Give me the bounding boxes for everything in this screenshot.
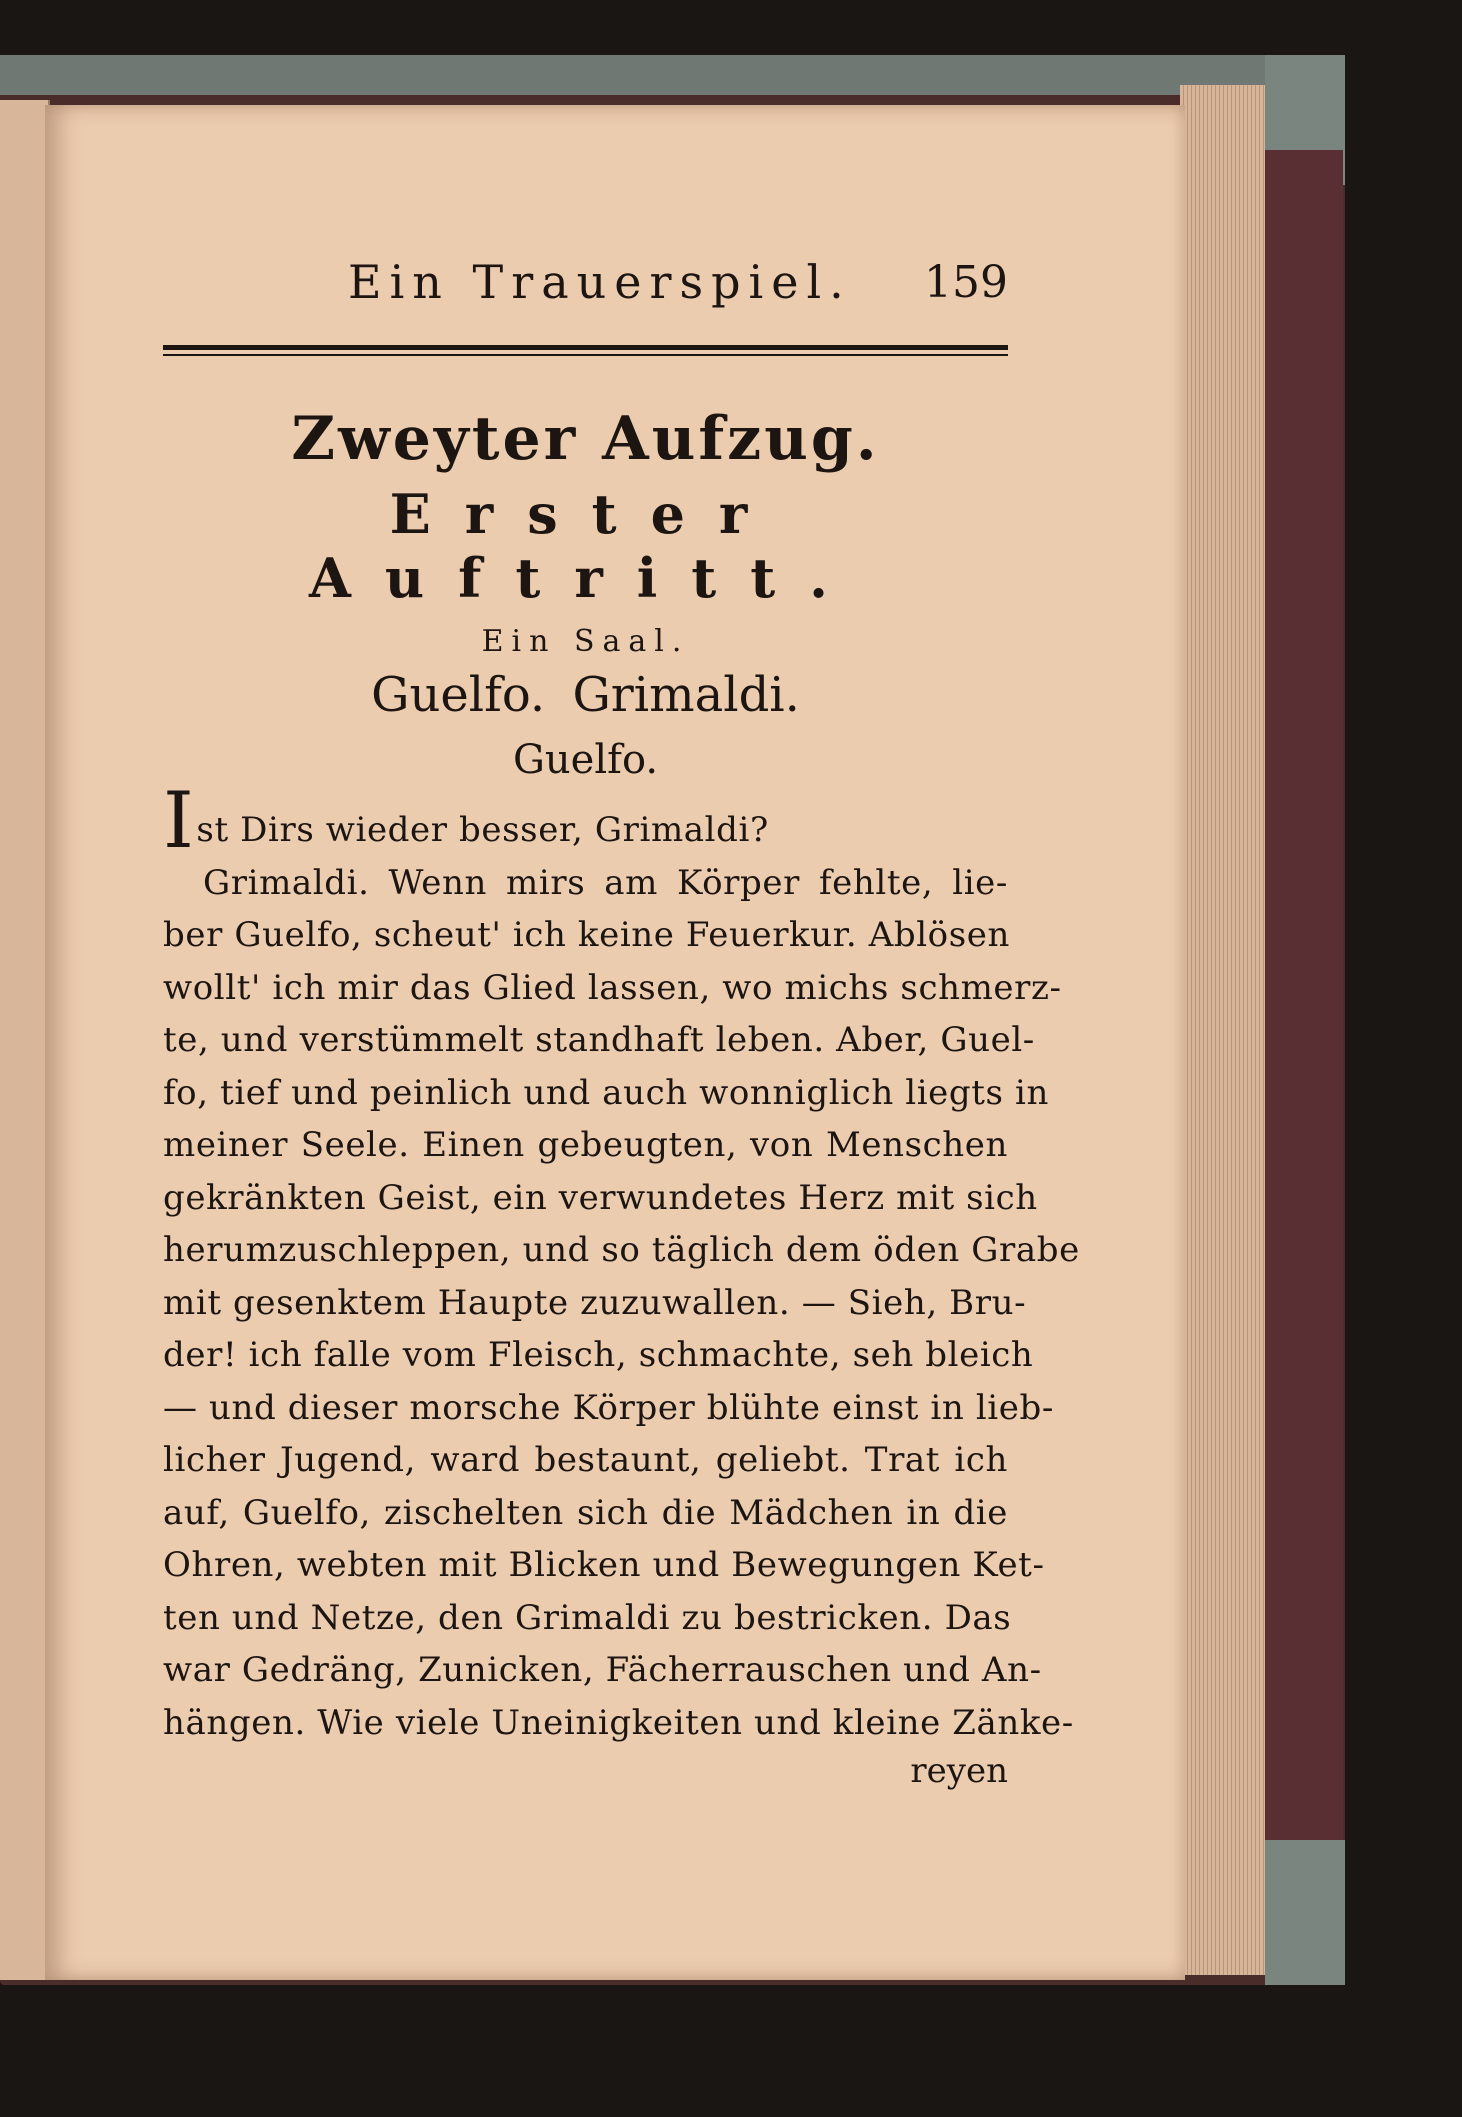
act-title: Zweyter Aufzug.: [291, 404, 880, 474]
running-title: Ein Trauerspiel.: [348, 255, 852, 309]
text-line: ber Guelfo, scheut' ich keine Feuerkur. Ablösen: [163, 915, 1011, 955]
cover-spine-edge: [0, 55, 1345, 95]
previous-page-edge: [0, 100, 50, 1980]
dialogue-body: [163, 776, 1080, 1749]
text-line: der! ich falle vom Fleisch, schmachte, seh bleich: [163, 1335, 1034, 1375]
characters-list: Guelfo. Grimaldi.: [371, 667, 800, 723]
page-block-edges: [1180, 85, 1265, 1975]
text-line: meiner Seele. Einen gebeugten, von Menschen: [163, 1125, 1008, 1165]
cover-corner-bottom: [1265, 1840, 1345, 1985]
text-line: Grimaldi. Wenn mirs am Körper fehlte, lie-: [203, 862, 1008, 903]
cover-board: [1265, 150, 1343, 1850]
book-page: [45, 105, 1185, 1980]
scene-title: Erster Auftritt.: [309, 482, 862, 610]
running-head: [163, 255, 1008, 325]
text-line: herumzuschleppen, und so täglich dem öden Grabe: [163, 1230, 1080, 1270]
text-line: fo, tief und peinlich und auch wonniglich liegts in: [163, 1072, 1049, 1113]
text-line: te, und verstümmelt standhaft leben. Aber, Guel-: [163, 1020, 1035, 1060]
text-line: hängen. Wie viele Uneinigkeiten und kleine Zänke-: [163, 1702, 1074, 1743]
head-rule-thin: [163, 354, 1008, 356]
first-line-text: st Dirs wieder besser, Grimaldi?: [196, 810, 769, 850]
speaker-heading: Guelfo.: [512, 737, 659, 783]
text-line: wollt' ich mir das Glied lassen, wo michs schmerz-: [163, 967, 1062, 1008]
text-line: ten und Netze, den Grimaldi zu bestricken. Das: [163, 1597, 1012, 1638]
head-rule-thick: [163, 345, 1008, 350]
page-number: 159: [924, 257, 1008, 308]
catchword: reyen: [910, 1751, 1008, 1791]
scene-setting: Ein Saal.: [481, 624, 690, 659]
text-line: mit gesenktem Haupte zuzuwallen. — Sieh, Bru-: [163, 1282, 1027, 1323]
text-line: gekränkten Geist, ein verwundetes Herz mit sich: [163, 1177, 1038, 1218]
text-line: — und dieser morsche Körper blühte einst in lieb-: [163, 1387, 1054, 1428]
page-text-block: [163, 255, 1080, 1791]
text-line: Ohren, webten mit Blicken und Bewegungen Ket-: [163, 1545, 1045, 1585]
first-line: [163, 776, 1008, 866]
text-line: auf, Guelfo, zischelten sich die Mädchen in die: [163, 1492, 1008, 1533]
text-line: war Gedräng, Zunicken, Fächerrauschen und An-: [163, 1650, 1042, 1690]
text-line: licher Jugend, ward bestaunt, geliebt. Trat ich: [163, 1440, 1008, 1480]
drop-initial: I: [163, 776, 195, 866]
